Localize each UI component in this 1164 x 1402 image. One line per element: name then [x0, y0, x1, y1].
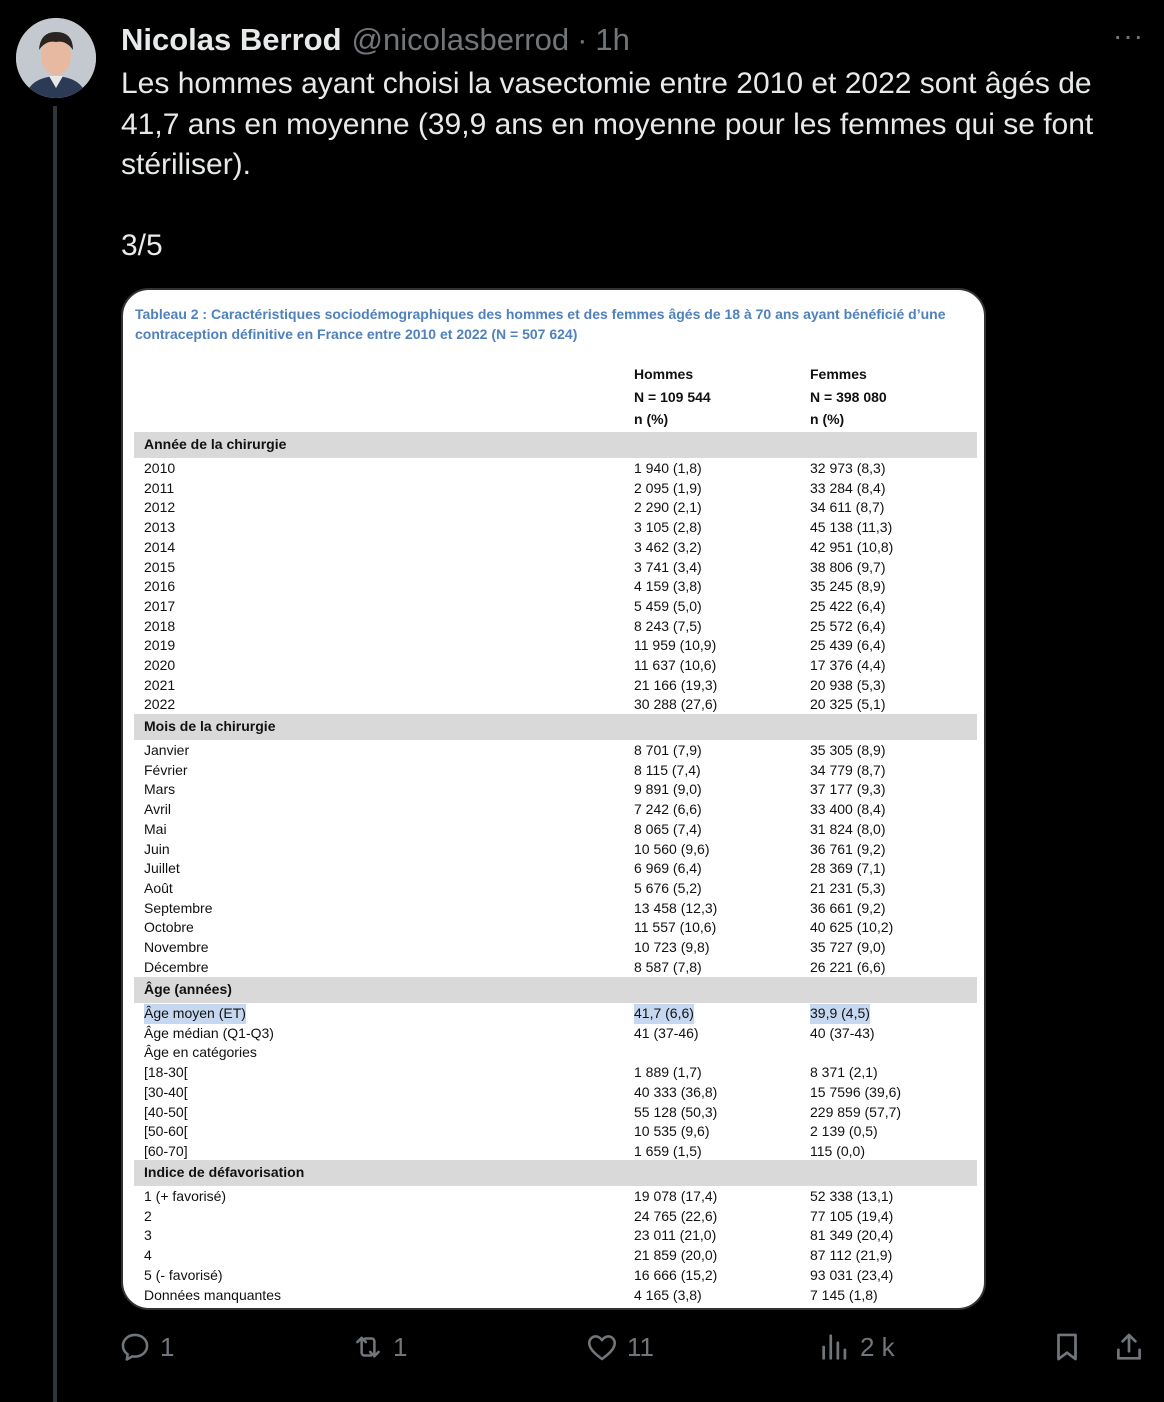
like-count: 11	[627, 1331, 654, 1362]
row-label: 3	[144, 1227, 152, 1244]
row-label: Septembre	[144, 899, 213, 916]
femmes-value: 81 349 (20,4)	[810, 1227, 894, 1244]
row-label: 2015	[144, 558, 176, 575]
row-label: 2011	[144, 479, 175, 496]
femmes-value: 20 938 (5,3)	[810, 676, 886, 693]
hommes-value: 21 859 (20,0)	[634, 1247, 718, 1264]
section-title: Année de la chirurgie	[144, 436, 287, 452]
row-label: 4	[144, 1247, 152, 1264]
column-header: N = 109 544	[634, 388, 711, 405]
reply-button[interactable]	[118, 1330, 174, 1364]
like-button[interactable]	[585, 1330, 654, 1364]
table-row	[123, 1103, 984, 1123]
hommes-value: 8 587 (7,8)	[634, 958, 702, 975]
row-label: 2021	[144, 676, 176, 693]
hommes-value: 3 741 (3,4)	[634, 558, 702, 575]
hommes-value: 23 011 (21,0)	[634, 1227, 717, 1244]
table-row	[123, 1226, 984, 1246]
row-label: Octobre	[144, 919, 194, 936]
hommes-value: 8 701 (7,9)	[634, 742, 702, 758]
row-label: Mai	[144, 820, 167, 837]
femmes-value: 115 (0,0)	[810, 1142, 865, 1159]
table-row	[123, 1187, 984, 1207]
table-row	[123, 518, 984, 538]
hommes-value: 2 095 (1,9)	[634, 479, 702, 496]
table-row	[123, 1207, 984, 1227]
femmes-value: 40 (37-43)	[810, 1024, 875, 1041]
table-row	[123, 1043, 984, 1063]
row-label: [18-30[	[144, 1064, 188, 1081]
author-name[interactable]: Nicolas Berrod	[121, 22, 342, 57]
femmes-value: 229 859 (57,7)	[810, 1103, 902, 1120]
femmes-value: 25 422 (6,4)	[810, 597, 886, 614]
section-header	[134, 977, 977, 1003]
table-row	[123, 617, 984, 637]
table-row	[123, 899, 984, 919]
heart-icon	[585, 1330, 619, 1364]
hommes-header	[634, 363, 711, 431]
row-label: Décembre	[144, 958, 209, 975]
hommes-value: 8 115 (7,4)	[634, 761, 701, 778]
femmes-value: 25 572 (6,4)	[810, 617, 886, 634]
reply-icon	[118, 1330, 152, 1364]
table-row	[123, 498, 984, 518]
hommes-value: 7 242 (6,6)	[634, 801, 702, 818]
tweet-text	[121, 64, 1131, 266]
column-header: N = 398 080	[810, 388, 887, 405]
table-row	[123, 820, 984, 840]
hommes-value: 24 765 (22,6)	[634, 1207, 718, 1224]
femmes-value: 26 221 (6,6)	[810, 958, 886, 975]
table-row	[123, 1142, 984, 1162]
femmes-value: 42 951 (10,8)	[810, 538, 894, 555]
row-label: 2020	[144, 657, 176, 673]
column-header: Femmes	[810, 366, 867, 382]
table-row	[123, 1024, 984, 1044]
femmes-value: 25 439 (6,4)	[810, 637, 886, 654]
femmes-value: 40 625 (10,2)	[810, 919, 894, 936]
femmes-value: 87 112 (21,9)	[810, 1247, 893, 1264]
row-label: Juin	[144, 840, 170, 857]
share-icon	[1112, 1330, 1146, 1364]
femmes-value: 15 7596 (39,6)	[810, 1083, 902, 1100]
media-image[interactable]	[121, 288, 986, 1310]
table-row	[123, 1286, 984, 1306]
hommes-value: 9 891 (9,0)	[634, 781, 702, 798]
section-title: Indice de défavorisation	[144, 1164, 305, 1180]
action-bar	[118, 1330, 1148, 1384]
hommes-value: 3 105 (2,8)	[634, 519, 702, 536]
hommes-value: 8 065 (7,4)	[634, 820, 702, 837]
column-header: Hommes	[634, 366, 694, 382]
column-header: n (%)	[810, 411, 845, 427]
femmes-value: 17 376 (4,4)	[810, 657, 886, 673]
femmes-value: 37 177 (9,3)	[810, 781, 886, 798]
row-label: Janvier	[144, 742, 190, 758]
table-row	[123, 459, 984, 479]
views-icon	[818, 1330, 852, 1364]
share-button[interactable]	[1112, 1330, 1146, 1364]
hommes-value: 11 557 (10,6)	[634, 919, 717, 936]
hommes-value: 3 462 (3,2)	[634, 538, 702, 555]
femmes-value: 36 761 (9,2)	[810, 840, 886, 857]
femmes-value: 36 661 (9,2)	[810, 899, 886, 916]
hommes-value: 19 078 (17,4)	[634, 1188, 718, 1204]
tweet-header	[121, 20, 1144, 60]
column-header: n (%)	[634, 411, 669, 427]
table-row	[123, 918, 984, 938]
hommes-value: 55 128 (50,3)	[634, 1103, 718, 1120]
reply-count: 1	[160, 1331, 175, 1362]
hommes-value: 41,7 (6,6)	[634, 1004, 694, 1024]
hommes-value: 40 333 (36,8)	[634, 1083, 718, 1100]
femmes-value: 33 284 (8,4)	[810, 479, 886, 496]
femmes-value: 35 305 (8,9)	[810, 742, 886, 758]
hommes-value: 6 969 (6,4)	[634, 860, 702, 877]
hommes-value: 13 458 (12,3)	[634, 899, 718, 916]
row-label: 2017	[144, 597, 176, 614]
table-row	[123, 1004, 984, 1024]
table-row	[123, 859, 984, 879]
row-label: Juillet	[144, 860, 180, 877]
femmes-value: 34 779 (8,7)	[810, 761, 886, 778]
row-label: 1 (+ favorisé)	[144, 1188, 227, 1204]
row-label: [40-50[	[144, 1103, 188, 1120]
femmes-value: 45 138 (11,3)	[810, 519, 893, 536]
table-row	[123, 800, 984, 820]
table-row	[123, 636, 984, 656]
avatar-photo	[16, 18, 96, 98]
row-label: 2016	[144, 578, 176, 595]
hommes-value: 4 159 (3,8)	[634, 578, 702, 595]
hommes-value: 16 666 (15,2)	[634, 1266, 718, 1283]
table-row	[123, 1083, 984, 1103]
retweet-button[interactable]	[351, 1330, 407, 1364]
hommes-value: 5 676 (5,2)	[634, 879, 702, 896]
section-title: Mois de la chirurgie	[144, 718, 276, 734]
row-label: 2	[144, 1207, 152, 1224]
hommes-value: 10 723 (9,8)	[634, 939, 710, 955]
table-row	[123, 1266, 984, 1286]
table-row	[123, 761, 984, 781]
table-row	[123, 676, 984, 696]
femmes-value: 2 139 (0,5)	[810, 1123, 878, 1140]
femmes-value: 34 611 (8,7)	[810, 499, 885, 516]
hommes-value: 1 889 (1,7)	[634, 1064, 702, 1081]
hommes-value: 21 166 (19,3)	[634, 676, 718, 693]
table-row	[123, 840, 984, 860]
hommes-value: 10 535 (9,6)	[634, 1123, 710, 1140]
row-label: 2018	[144, 617, 176, 634]
retweet-count: 1	[393, 1331, 408, 1362]
table-row	[123, 695, 984, 715]
bookmark-icon	[1050, 1330, 1084, 1364]
row-label: 2014	[144, 538, 176, 555]
femmes-value: 31 824 (8,0)	[810, 820, 886, 837]
hommes-value: 8 243 (7,5)	[634, 617, 702, 634]
table-document	[123, 290, 984, 1308]
table-caption: Tableau 2 : Caractéristiques sociodémographiques des hommes et des femmes âgés de 18 à 70 ans ayant bénéficié d’une contraception définitive en France entre 2010 et 2022 (N = 507 624)	[135, 306, 946, 342]
femmes-value: 39,9 (4,5)	[810, 1004, 870, 1024]
femmes-value: 35 727 (9,0)	[810, 939, 886, 955]
row-label: 2010	[144, 460, 176, 476]
row-label: 2019	[144, 637, 176, 654]
section-title: Âge (années)	[144, 981, 232, 997]
hommes-value: 4 165 (3,8)	[634, 1286, 702, 1303]
table-row	[123, 597, 984, 617]
row-label: [50-60[	[144, 1123, 188, 1140]
bookmark-button[interactable]	[1050, 1330, 1084, 1364]
femmes-value: 7 145 (1,8)	[810, 1286, 878, 1303]
tweet-text-paragraph: Les hommes ayant choisi la vasectomie entre 2010 et 2022 sont âgés de 41,7 ans en moyenne (39,9 ans en moyenne pour les femmes qui se font stériliser).	[121, 67, 1094, 181]
row-label: [30-40[	[144, 1083, 188, 1100]
retweet-icon	[351, 1330, 385, 1364]
table-row	[123, 780, 984, 800]
table-row	[123, 479, 984, 499]
row-label: Âge en catégories	[144, 1044, 257, 1061]
more-options-icon[interactable]: ···	[1113, 20, 1144, 51]
row-label: Données manquantes	[144, 1286, 281, 1303]
hommes-value: 1 940 (1,8)	[634, 460, 702, 476]
row-label: 2022	[144, 696, 176, 713]
table-row	[123, 1063, 984, 1083]
row-label: Février	[144, 761, 188, 778]
views-count: 2 k	[860, 1331, 895, 1362]
femmes-value: 33 400 (8,4)	[810, 801, 886, 818]
table-row	[123, 879, 984, 899]
femmes-value: 8 371 (2,1)	[810, 1064, 878, 1081]
hommes-value: 5 459 (5,0)	[634, 597, 702, 614]
author-handle[interactable]: @nicolasberrod	[351, 22, 570, 57]
separator: ·	[577, 22, 588, 57]
table-row	[123, 656, 984, 676]
row-label: Âge médian (Q1-Q3)	[144, 1024, 274, 1041]
tweet-text-paragraph: 3/5	[121, 228, 163, 262]
femmes-value: 38 806 (9,7)	[810, 558, 886, 575]
femmes-value: 20 325 (5,1)	[810, 696, 886, 713]
row-label: Novembre	[144, 939, 209, 955]
table-row	[123, 577, 984, 597]
row-label: [60-70]	[144, 1142, 188, 1159]
femmes-value: 35 245 (8,9)	[810, 578, 886, 595]
table-row	[123, 741, 984, 761]
femmes-header	[810, 363, 887, 431]
views-button[interactable]	[818, 1330, 895, 1364]
table-row	[123, 1246, 984, 1266]
table-row	[123, 1122, 984, 1142]
femmes-value: 52 338 (13,1)	[810, 1188, 894, 1204]
section-header	[134, 432, 977, 458]
section-header	[134, 714, 977, 740]
table-row	[123, 958, 984, 978]
hommes-value: 11 959 (10,9)	[634, 637, 717, 654]
hommes-value: 30 288 (27,6)	[634, 696, 718, 713]
table-row	[123, 558, 984, 578]
timestamp[interactable]: 1h	[595, 22, 630, 57]
femmes-value: 32 973 (8,3)	[810, 460, 886, 476]
femmes-value: 28 369 (7,1)	[810, 860, 886, 877]
table-row	[123, 538, 984, 558]
hommes-value: 10 560 (9,6)	[634, 840, 710, 857]
femmes-value: 93 031 (23,4)	[810, 1266, 894, 1283]
hommes-value: 41 (37-46)	[634, 1024, 699, 1041]
femmes-value: 77 105 (19,4)	[810, 1207, 894, 1224]
row-label: 2013	[144, 519, 176, 536]
row-label: Mars	[144, 781, 176, 798]
row-label: Août	[144, 879, 173, 896]
table-row	[123, 938, 984, 958]
hommes-value: 11 637 (10,6)	[634, 657, 717, 673]
row-label: Avril	[144, 801, 171, 818]
row-label: 2012	[144, 499, 176, 516]
hommes-value: 2 290 (2,1)	[634, 499, 702, 516]
avatar[interactable]	[16, 18, 96, 98]
hommes-value: 1 659 (1,5)	[634, 1142, 702, 1159]
section-header	[134, 1160, 977, 1186]
thread-line	[53, 106, 57, 1402]
row-label: Âge moyen (ET)	[144, 1004, 246, 1024]
femmes-value: 21 231 (5,3)	[810, 879, 886, 896]
row-label: 5 (- favorisé)	[144, 1266, 223, 1283]
